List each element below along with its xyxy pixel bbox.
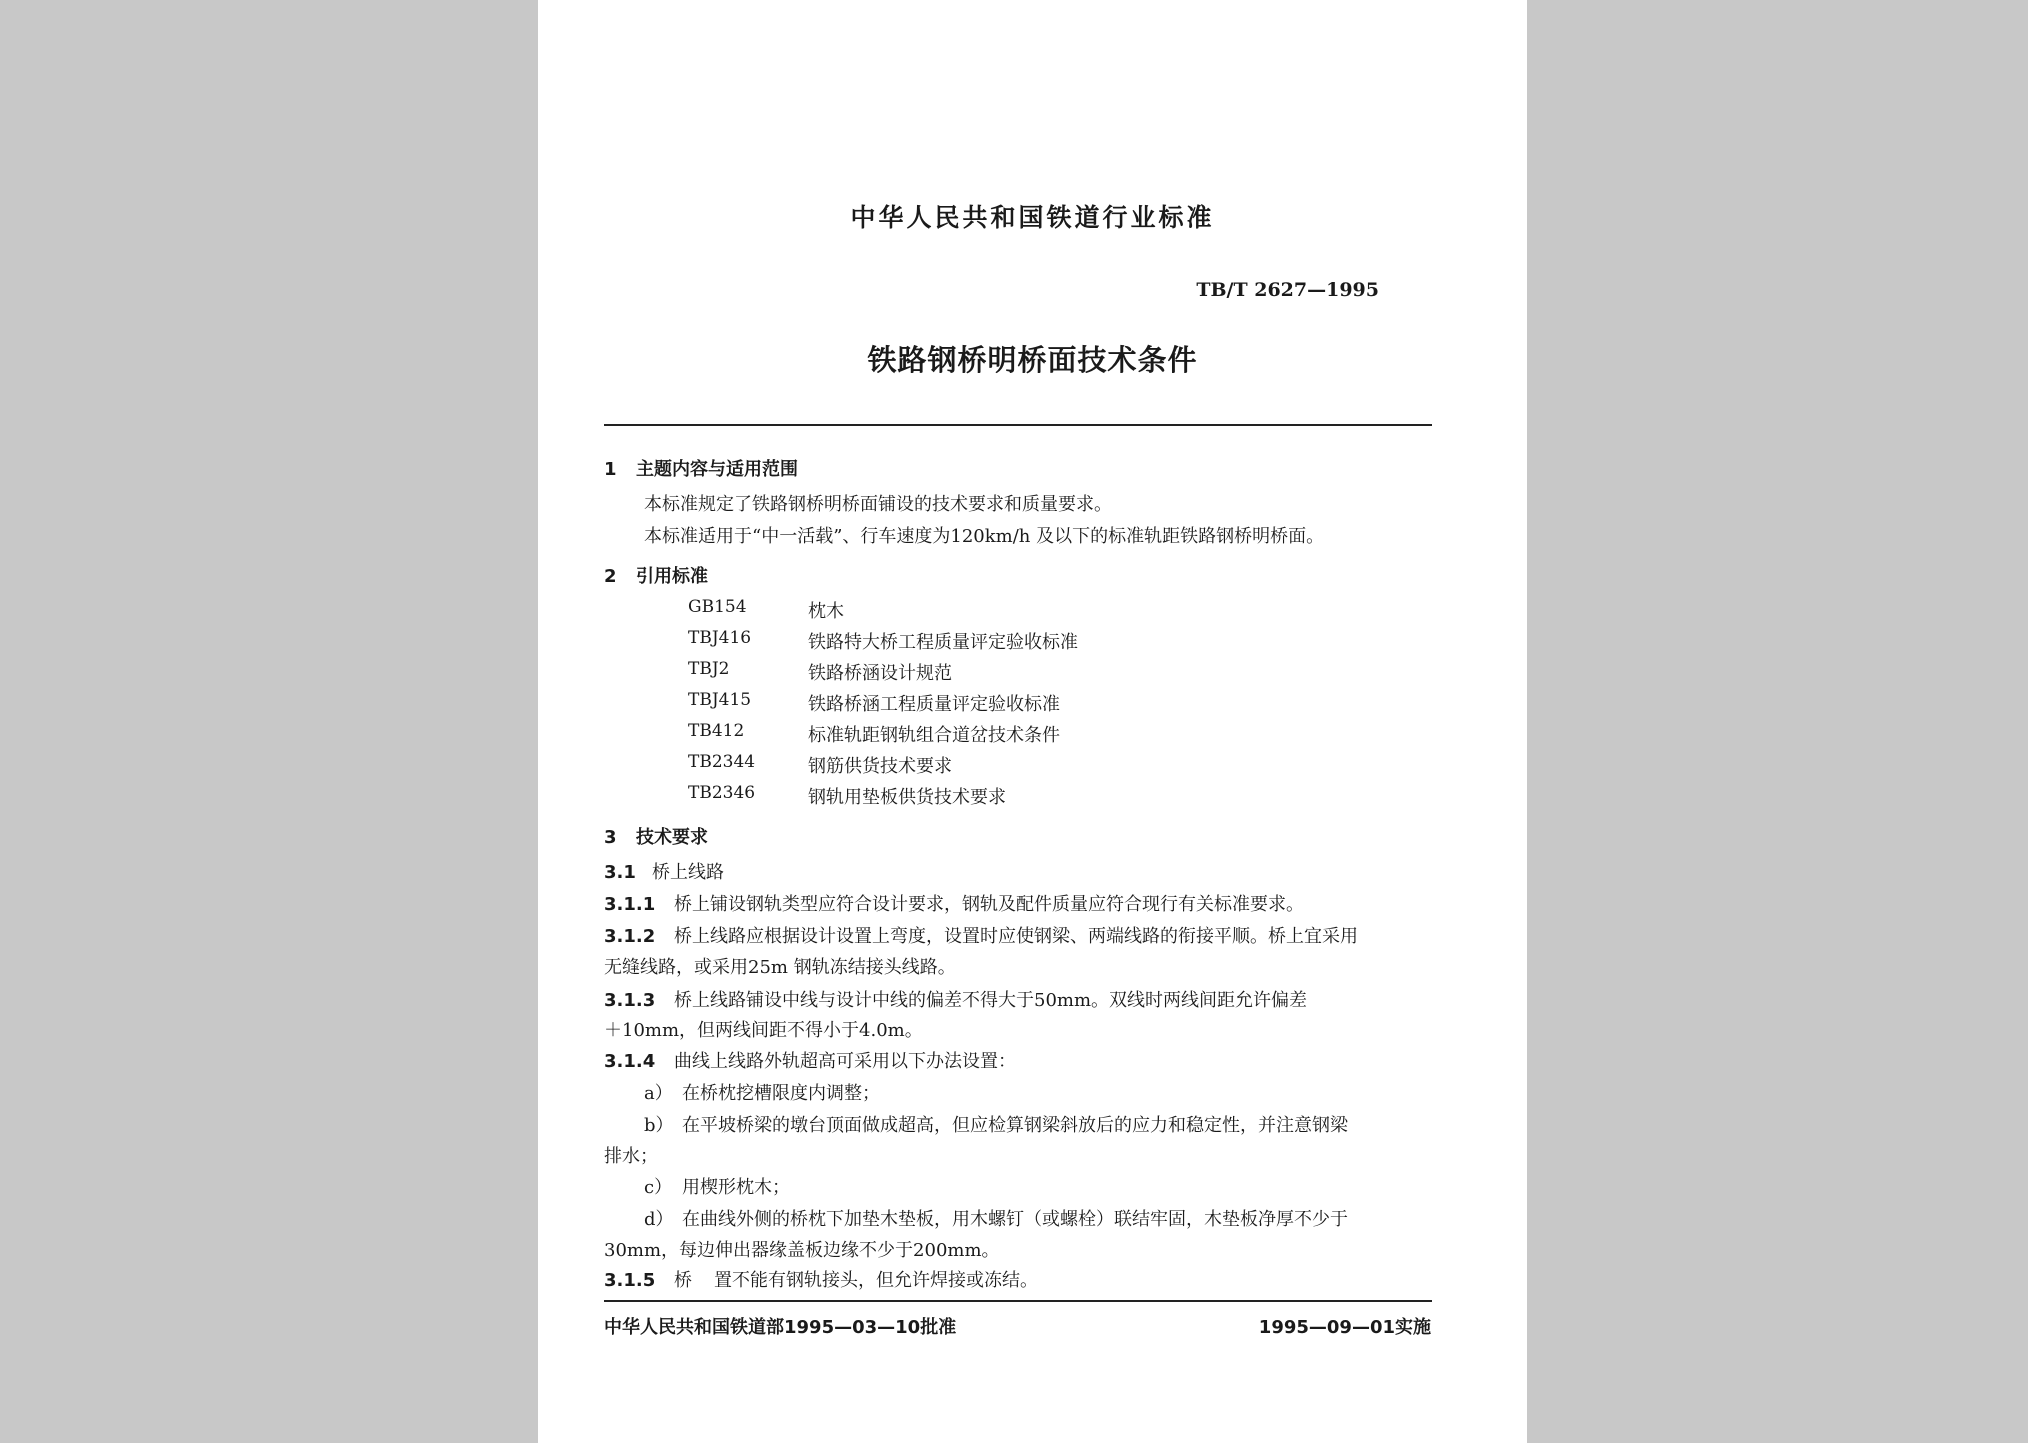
document-page: [538, 0, 1527, 1443]
clause-3-1-2: [604, 922, 1358, 948]
clause-number: 3.1.1: [604, 894, 656, 915]
clause-text: 曲线上线路外轨超高可采用以下办法设置：: [674, 1051, 1016, 1072]
clause-number: 3.1.4: [604, 1051, 656, 1072]
clause-text-line: 桥上线路铺设中线与设计中线的偏差不得大于50mm。双线时两线间距允许偏差: [674, 990, 1308, 1011]
document-title: 铁路钢桥明桥面技术条件: [867, 343, 1198, 377]
section-number: 1: [604, 459, 617, 480]
clause-number: 3.1.3: [604, 990, 656, 1011]
ref-name: 铁路特大桥工程质量评定验收标准: [808, 632, 1078, 653]
item-label: c）: [644, 1177, 673, 1198]
standard-category-header: 中华人民共和国铁道行业标准: [850, 203, 1215, 232]
ref-code: TB412: [688, 721, 745, 741]
section-number: 3: [604, 827, 617, 848]
ref-code: TBJ415: [688, 690, 752, 710]
ref-code: TB2346: [688, 783, 756, 803]
section-3-heading: [604, 823, 708, 849]
clause-3-1-5: [604, 1266, 692, 1292]
ref-name: 铁路桥涵设计规范: [808, 663, 952, 684]
item-text: 在曲线外侧的桥枕下加垫木垫板，用木螺钉（或螺栓）联结牢固，木垫板净厚不少于: [682, 1209, 1348, 1230]
section-1-para-1: 本标准规定了铁路钢桥明桥面铺设的技术要求和质量要求。: [644, 494, 1112, 515]
clause-item-c: [644, 1173, 790, 1199]
top-rule: [604, 424, 1432, 426]
clause-number: 3.1.5: [604, 1270, 656, 1291]
standard-code: TB/T 2627—1995: [1196, 279, 1379, 301]
clause-number: 3.1: [604, 862, 636, 883]
ref-name: 标准轨距钢轨组合道岔技术条件: [808, 725, 1060, 746]
section-1-heading: [604, 455, 798, 481]
clause-3-1-2-cont: 无缝线路，或采用25m 钢轨冻结接头线路。: [604, 957, 956, 978]
approval-date: 中华人民共和国铁道部1995—03—10批准: [604, 1317, 957, 1338]
ref-name: 枕木: [808, 601, 844, 622]
section-1-para-2: 本标准适用于“中一活载”、行车速度为120km/h 及以下的标准轨距铁路钢桥明桥面。: [644, 526, 1325, 547]
clause-3-1-3: [604, 986, 1307, 1012]
item-label: b）: [644, 1115, 674, 1136]
clause-3-1-4: [604, 1047, 1016, 1073]
clause-text: 桥上线路: [652, 862, 724, 883]
clause-item-a: [644, 1079, 880, 1105]
section-2-heading: [604, 562, 708, 588]
item-label: a）: [644, 1083, 673, 1104]
effective-date: 1995—09—01实施: [1258, 1317, 1431, 1338]
ref-code: TBJ416: [688, 628, 752, 648]
item-text: 用楔形枕木；: [682, 1177, 790, 1198]
clause-text-line: 桥上线路应根据设计设置上弯度，设置时应使钢梁、两端线路的衔接平顺。桥上宜采用: [674, 926, 1358, 947]
clause-number: 3.1.2: [604, 926, 656, 947]
ref-name: 钢筋供货技术要求: [808, 756, 952, 777]
section-number: 2: [604, 566, 617, 587]
ref-name: 钢轨用垫板供货技术要求: [808, 787, 1006, 808]
clause-text: 桥: [674, 1270, 692, 1291]
clause-item-d: [644, 1205, 1348, 1231]
ref-code: TBJ2: [688, 659, 730, 679]
clause-text: 桥上铺设钢轨类型应符合设计要求，钢轨及配件质量应符合现行有关标准要求。: [674, 894, 1304, 915]
item-text: 在平坡桥梁的墩台顶面做成超高，但应检算钢梁斜放后的应力和稳定性，并注意钢梁: [682, 1115, 1348, 1136]
ref-name: 铁路桥涵工程质量评定验收标准: [808, 694, 1060, 715]
section-title: 引用标准: [636, 566, 708, 587]
clause-3-1-1: [604, 890, 1304, 916]
ref-code: GB154: [688, 597, 747, 617]
bottom-rule: [604, 1300, 1432, 1302]
section-title: 主题内容与适用范围: [636, 459, 798, 480]
item-text: 在桥枕挖槽限度内调整；: [682, 1083, 880, 1104]
clause-3-1-3-cont: ＋10mm，但两线间距不得小于4.0m。: [604, 1020, 923, 1041]
clause-item-b: [644, 1111, 1348, 1137]
ref-code: TB2344: [688, 752, 756, 772]
clause-item-b-cont: 排水；: [604, 1146, 658, 1167]
clause-3-1: [604, 858, 724, 884]
item-label: d）: [644, 1209, 674, 1230]
section-title: 技术要求: [636, 827, 708, 848]
clause-item-d-cont: 30mm，每边伸出器缘盖板边缘不少于200mm。: [604, 1240, 1000, 1261]
clause-3-1-5-cont: 置不能有钢轨接头，但允许焊接或冻结。: [714, 1270, 1038, 1291]
